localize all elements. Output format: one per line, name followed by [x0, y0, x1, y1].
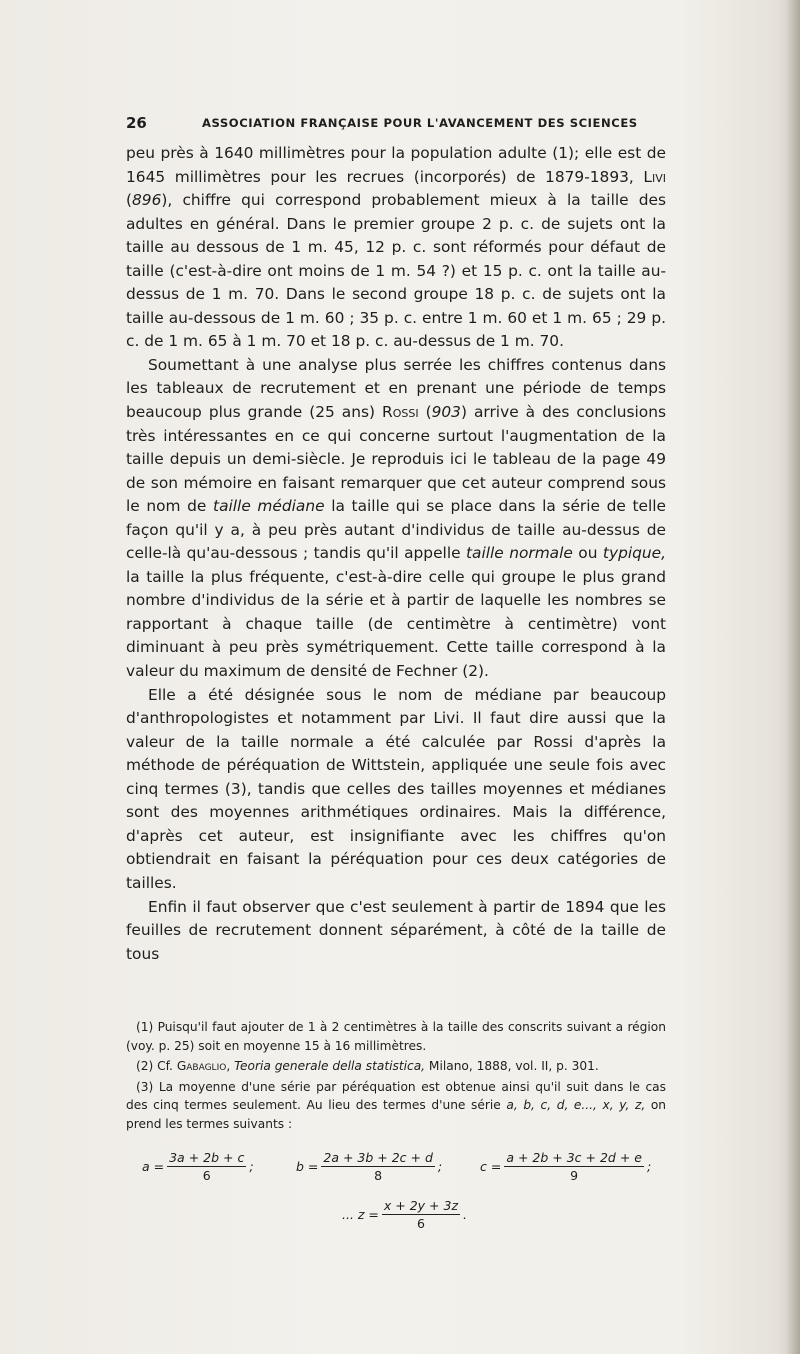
- formula-lhs: ... z =: [342, 1207, 379, 1222]
- term-taille-mediane: taille médiane: [213, 497, 325, 516]
- formula-lhs: a =: [142, 1159, 165, 1174]
- text-run: (2) Cf.: [136, 1059, 177, 1074]
- formula-lhs: c =: [480, 1159, 502, 1174]
- text-run: peu près à 1640 millimètres pour la population adulte (1); elle est de 1645 millimètres pour les recrues (incorporés) de 1879-1893,: [126, 144, 666, 186]
- fraction: [321, 1150, 435, 1183]
- denominator: 6: [416, 1216, 425, 1231]
- text-run: Milano, 1888, vol. II, p. 301.: [425, 1059, 599, 1074]
- formula-c: [480, 1150, 651, 1183]
- separator: .: [463, 1207, 467, 1222]
- paragraph-4: Enfin il faut observer que c'est seulement à partir de 1894 que les feuilles de recrutement donnent séparément, à côté de la taille de tous: [126, 897, 666, 963]
- numerator: a + 2b + 3c + 2d + e: [506, 1150, 642, 1165]
- text-run: (: [418, 403, 432, 422]
- text-run: ) arrive à des conclusions très intéressantes en ce qui concerne surtout l'augmentation de la taille depuis un demi-siècle. Je reproduis ici le tableau de la page 49 de son mémoire en faisant remarquer que cet auteur comprend sous le nom de: [126, 403, 666, 516]
- denominator: 9: [570, 1168, 579, 1183]
- footnote-3: [126, 1078, 666, 1134]
- text-run: Soumettant à une analyse plus serrée les chiffres contenus dans les tableaux de recrutement et en prenant une période de temps beaucoup plus grande (25 ans): [126, 355, 666, 422]
- formula-a: [142, 1150, 254, 1183]
- running-head: ASSOCIATION FRANÇAISE POUR L'AVANCEMENT DES SCIENCES: [202, 116, 638, 130]
- numerator: x + 2y + 3z: [383, 1198, 459, 1213]
- text-run: (3) La moyenne d'une série par péréquation est obtenue ainsi qu'il suit dans le cas des cinq termes seulement. Au lieu des termes d'une série: [126, 1079, 666, 1113]
- text-run: ), chiffre qui correspond probablement mieux à la taille des adultes en général. Dans le premier groupe 2 p. c. de sujets ont la taille au dessous de 1 m. 45, 12 p. c. sont réformés pour défaut de taille (c'est-à-dire ont moins de 1 m. 54 ?) et 15 p. c. ont la taille au-dessus de 1 m. 70. Dans le second groupe 18 p. c. de sujets ont la taille au-dessous de 1 m. 60 ; 35 p. c. entre 1 m. 60 et 1 m. 65 ; 29 p. c. de 1 m. 65 à 1 m. 70 et 18 p. c. au-dessus de 1 m. 70.: [126, 191, 666, 351]
- formulas: [126, 1150, 666, 1250]
- separator: ;: [646, 1159, 652, 1174]
- reference-896: 896: [132, 191, 162, 210]
- footnote-1: (1) Puisqu'il faut ajouter de 1 à 2 centimètres à la taille des conscrits suivant a région (voy. p. 25) soit en moyenne 15 à 16 millimètres.: [126, 1020, 666, 1053]
- text-run: la taille la plus fréquente, c'est-à-dire celle qui groupe le plus grand nombre d'individus de la série et à partir de laquelle les nombres se rapportant à chaque taille (de centimètre à centimètre) vont diminuant à peu près symétriquement. Cette taille correspond à la valeur du maximum de densité de Fechner (2).: [126, 567, 666, 681]
- page-edge-shadow: [786, 0, 800, 1354]
- text-run: ou: [572, 544, 603, 563]
- page-number: 26: [126, 114, 147, 132]
- formula-b: [296, 1150, 442, 1183]
- series-variables: a, b, c, d, e..., x, y, z,: [506, 1098, 646, 1113]
- separator: ;: [437, 1159, 443, 1174]
- page-header: [126, 114, 666, 136]
- footnotes: [126, 1018, 666, 1136]
- author-livi: Livi: [643, 167, 666, 186]
- text-run: (: [126, 191, 133, 210]
- footnote-2: [126, 1057, 666, 1076]
- paragraph-1: [126, 142, 666, 354]
- book-title: Teoria generale della statistica,: [234, 1059, 426, 1074]
- author-gabaglio: Gabaglio,: [176, 1059, 231, 1074]
- text-run: la taille qui se place dans la série de telle façon qu'il y a, à peu près autant d'individus de taille au-dessus de celle-là qu'au-dessous ; tandis qu'il appelle: [126, 497, 667, 563]
- fraction: [504, 1150, 644, 1183]
- denominator: 6: [202, 1168, 211, 1183]
- numerator: 3a + 2b + c: [169, 1150, 245, 1165]
- author-rossi: Rossi: [382, 403, 419, 422]
- term-taille-normale: taille normale: [466, 544, 573, 563]
- reference-903: 903: [431, 403, 461, 422]
- denominator: 8: [374, 1168, 383, 1183]
- paragraph-3: Elle a été désignée sous le nom de médiane par beaucoup d'anthropologistes et notamment par Livi. Il faut dire aussi que la valeur de la taille normale a été calculée par Rossi d'après la méthode de péréquation de Wittstein, appliquée une seule fois avec cinq termes (3), tandis que celles des tailles moyennes et médianes sont des moyennes arithmétiques ordinaires. Mais la différence, d'après cet auteur, est insignifiante avec les chiffres qu'on obtiendrait en faisant la péréquation pour ces deux catégories de tailles.: [126, 685, 666, 892]
- fraction: [382, 1198, 460, 1231]
- numerator: 2a + 3b + 2c + d: [323, 1150, 433, 1165]
- paragraph-2: [126, 354, 666, 684]
- body-text: [126, 142, 666, 966]
- term-typique: typique,: [602, 544, 666, 563]
- formula-z: [342, 1198, 467, 1231]
- formula-lhs: b =: [296, 1159, 319, 1174]
- separator: ;: [249, 1159, 254, 1174]
- fraction: [167, 1150, 246, 1183]
- text-run: on prend les termes suivants :: [126, 1098, 667, 1131]
